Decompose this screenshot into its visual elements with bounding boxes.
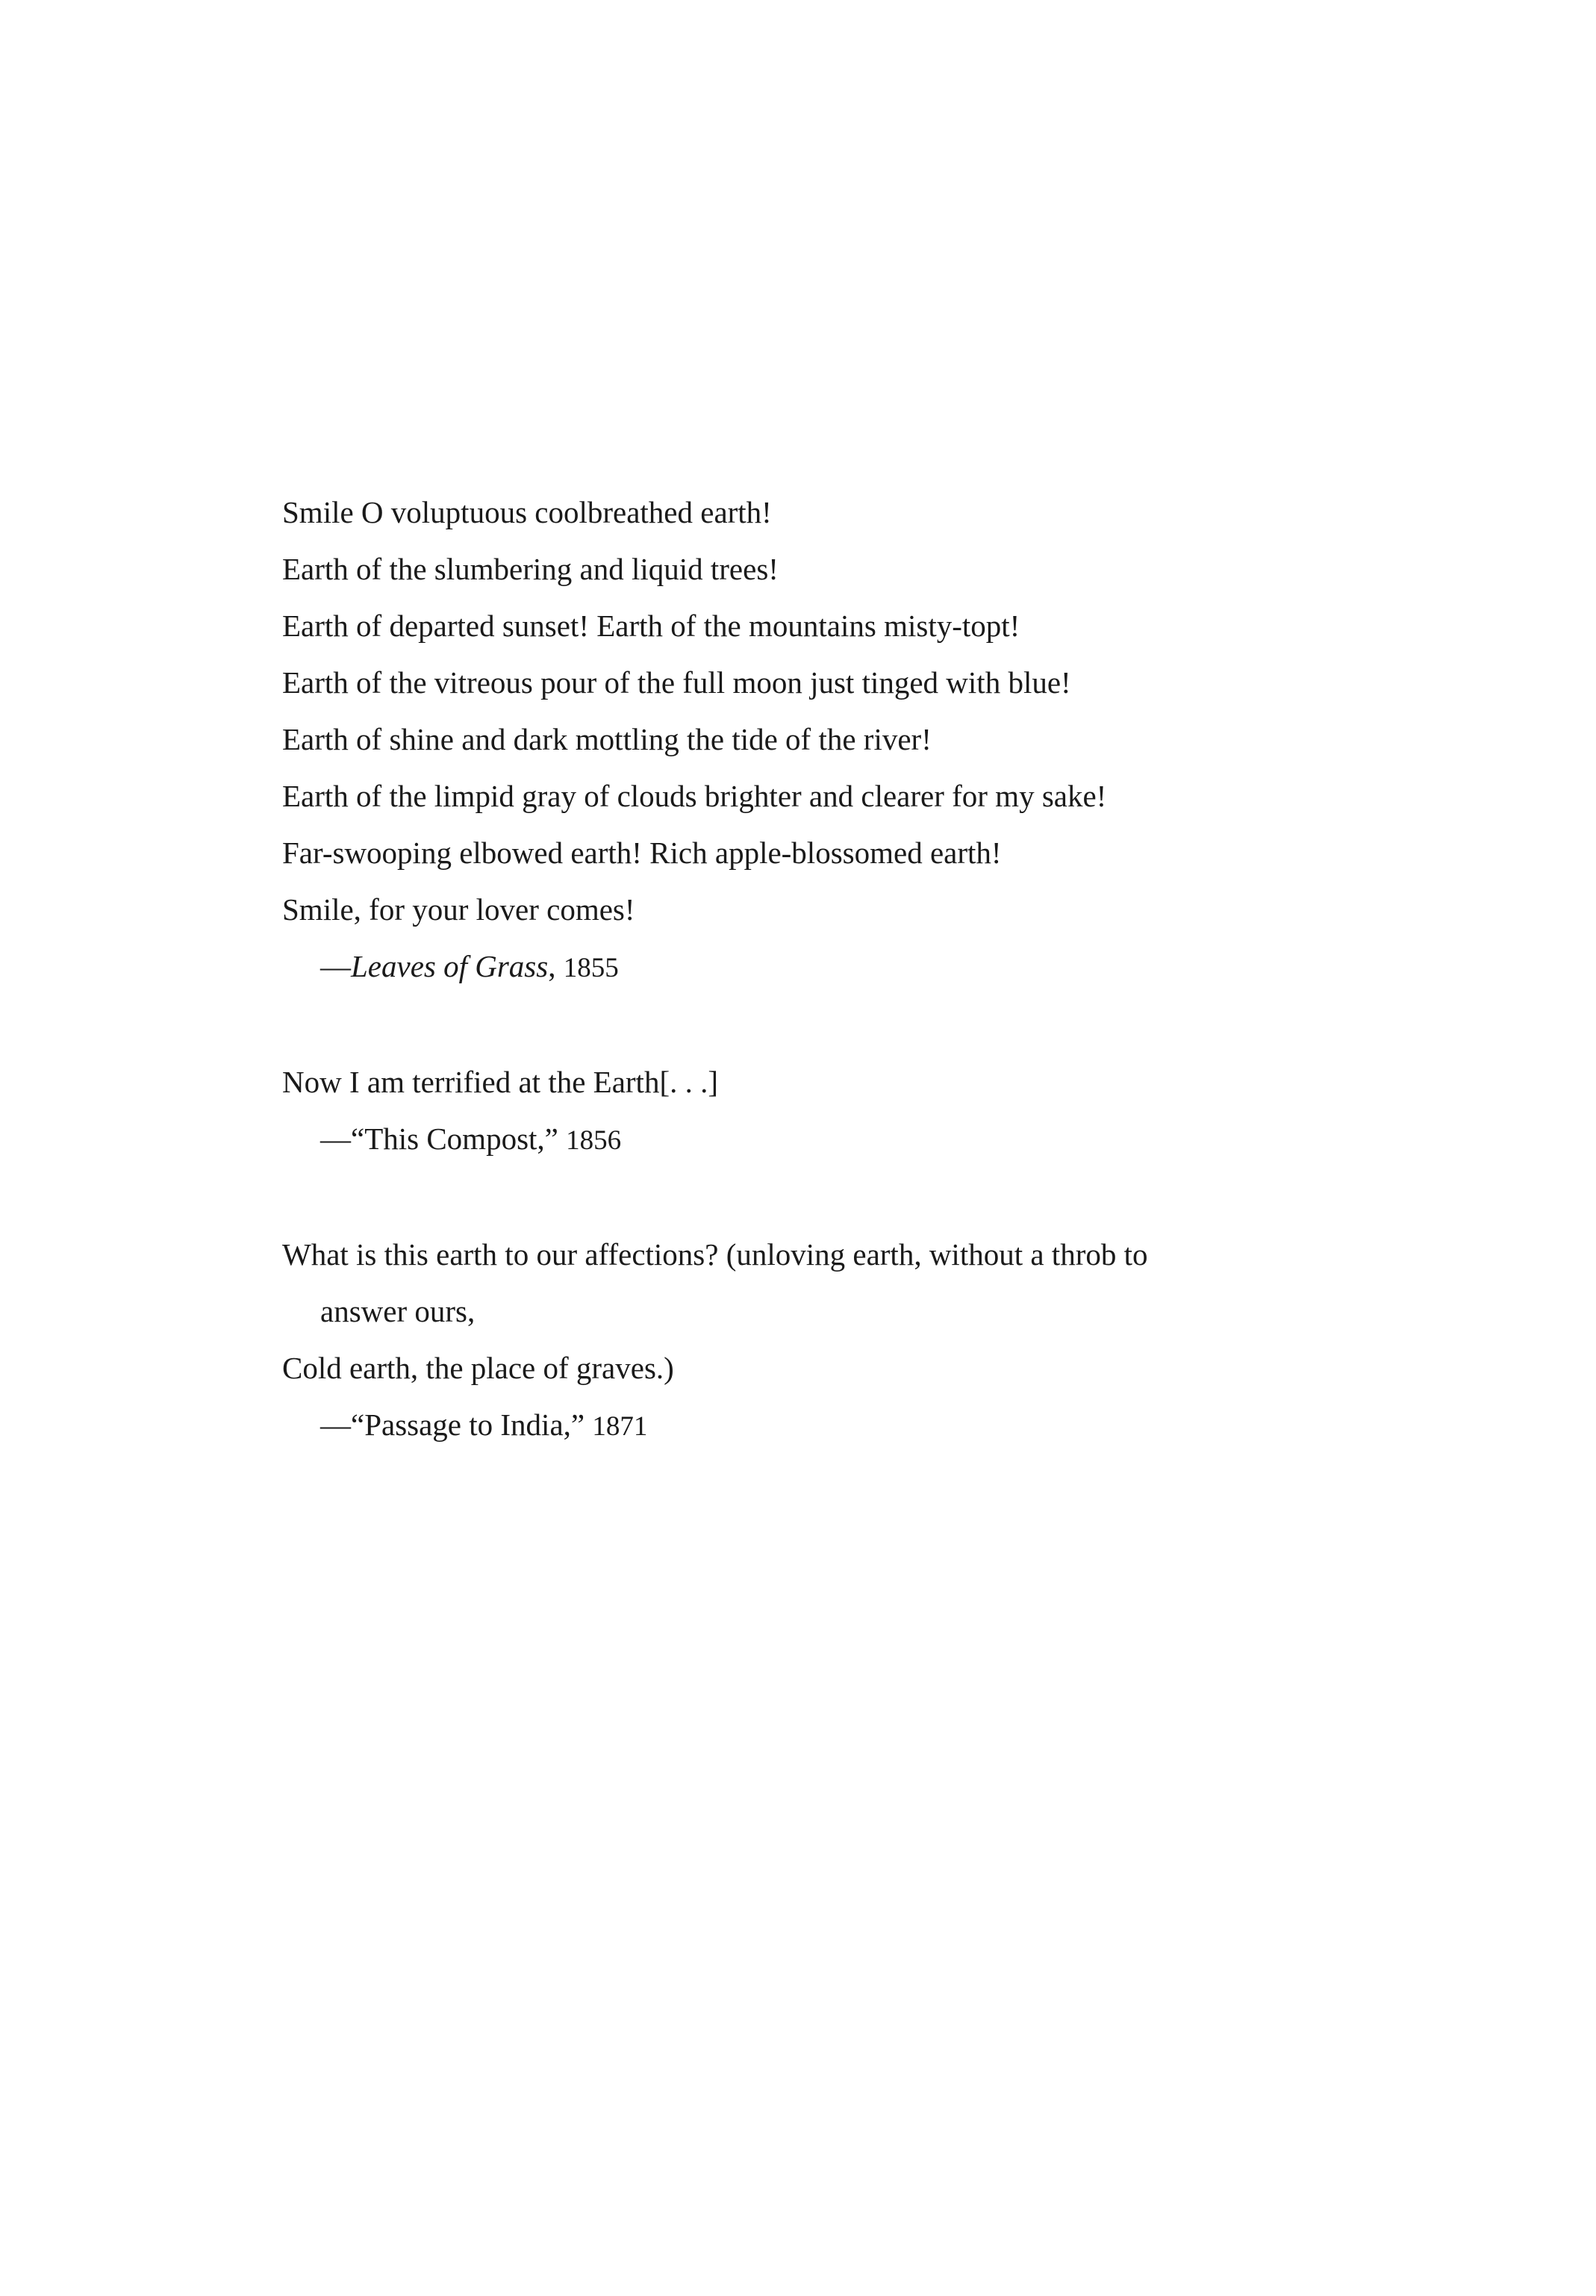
verse-line: Cold earth, the place of graves.) xyxy=(282,1351,674,1385)
attribution xyxy=(282,938,1551,997)
attribution-separator xyxy=(585,1407,592,1442)
verse-line: Earth of the limpid gray of clouds brighter and clearer for my sake! xyxy=(282,779,1107,813)
verse-line: Smile O voluptuous coolbreathed earth! xyxy=(282,495,772,529)
stanza-gap xyxy=(282,1169,1551,1226)
attribution-year: 1871 xyxy=(592,1411,648,1442)
verse-line: What is this earth to our affections? (unloving earth, without a throb to xyxy=(282,1237,1148,1272)
attribution-work: Leaves of Grass xyxy=(351,949,549,983)
verse-line: Smile, for your lover comes! xyxy=(282,892,635,927)
epigraph-passage-to-india xyxy=(282,1226,1551,1455)
attribution xyxy=(282,1110,1551,1169)
attribution-work: “Passage to India,” xyxy=(351,1407,585,1442)
verse-line: Earth of the vitreous pour of the full moon just tinged with blue! xyxy=(282,665,1071,700)
epigraph-this-compost xyxy=(282,1054,1551,1169)
attribution-work: “This Compost,” xyxy=(351,1121,558,1156)
attribution-separator: , xyxy=(548,949,564,983)
attribution-separator xyxy=(558,1121,566,1156)
verse-line: Earth of shine and dark mottling the tide of the river! xyxy=(282,722,932,756)
epigraph-block xyxy=(282,484,1551,1455)
attribution-dash: — xyxy=(320,1407,351,1442)
verse-line: Earth of the slumbering and liquid trees! xyxy=(282,552,779,586)
stanza-gap xyxy=(282,997,1551,1054)
attribution-year: 1856 xyxy=(566,1125,622,1156)
verse-line: Far-swooping elbowed earth! Rich apple-blossomed earth! xyxy=(282,836,1002,870)
attribution xyxy=(282,1396,1551,1455)
attribution-dash: — xyxy=(320,949,351,983)
attribution-dash: — xyxy=(320,1121,351,1156)
verse-line: Now I am terrified at the Earth[. . .] xyxy=(282,1065,719,1099)
attribution-year: 1855 xyxy=(563,953,619,983)
verse-line: Earth of departed sunset! Earth of the mountains misty-topt! xyxy=(282,609,1020,643)
verse-line-continuation: answer ours, xyxy=(320,1294,476,1328)
epigraph-leaves-of-grass xyxy=(282,484,1551,997)
